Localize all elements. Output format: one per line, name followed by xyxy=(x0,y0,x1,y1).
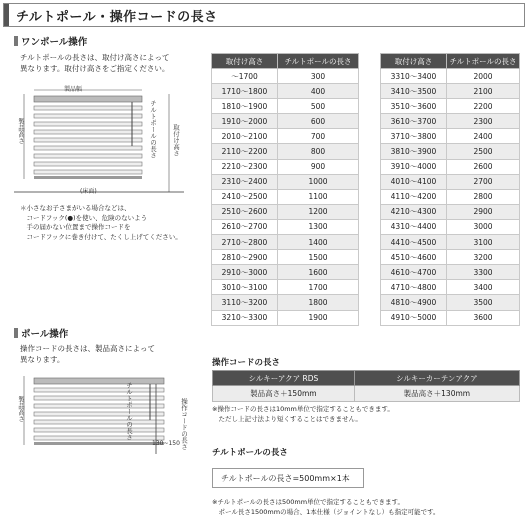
table-row xyxy=(212,174,359,189)
cord-gap-label: 130~150 xyxy=(152,440,180,447)
pole-length-cell: 2200 xyxy=(447,99,520,114)
pole-length-label: チルトポールの長さ xyxy=(149,100,157,159)
table-row xyxy=(381,174,520,189)
pole-length-cell: 3000 xyxy=(447,219,520,234)
tilt-note-line: ※チルトポールの長さは500mm単位で指定することもできます。 xyxy=(212,498,405,506)
table-row xyxy=(212,84,359,99)
section-mark xyxy=(14,328,18,338)
section-mark xyxy=(14,36,18,46)
mount-height-cell: 4710～4800 xyxy=(381,280,447,295)
pole-length-cell: 1100 xyxy=(278,189,359,204)
pole-length-cell: 3600 xyxy=(447,310,520,325)
product-width-label: 製品幅 xyxy=(64,86,83,93)
mount-height-cell: 4210～4300 xyxy=(381,204,447,219)
mount-height-cell: 3410～3500 xyxy=(381,84,447,99)
wand-note-line: 手の届かない位置まで操作コードを xyxy=(20,223,131,231)
pole-length-cell: 2100 xyxy=(447,84,520,99)
pole-length-cell: 2500 xyxy=(447,144,520,159)
mount-height-cell: 2910～3000 xyxy=(212,265,278,280)
pole-length-cell: 600 xyxy=(278,114,359,129)
mount-height-cell: 4510～4600 xyxy=(381,250,447,265)
pole-length-cell: 500 xyxy=(278,99,359,114)
table-row xyxy=(212,219,359,234)
table-header-pole-length: チルトポールの長さ xyxy=(447,54,520,69)
mount-height-cell: 4910～5000 xyxy=(381,310,447,325)
tilt-pole-title xyxy=(212,446,288,458)
page-header xyxy=(3,3,525,27)
tilt-pole-formula: チルトポールの長さ=500mm×1本 xyxy=(212,468,364,488)
table-row xyxy=(381,99,520,114)
section-title-pole-text: ポール操作 xyxy=(21,329,69,340)
table-row xyxy=(381,310,520,325)
cord-value-curtain: 製品高さ＋130mm xyxy=(354,386,519,402)
pole-product-height-label: 製品高さ xyxy=(17,396,25,422)
wand-note xyxy=(20,204,182,242)
mount-height-cell: 3010～3100 xyxy=(212,280,278,295)
section-title-wand-text: ワンポール操作 xyxy=(21,37,88,48)
wand-description xyxy=(20,52,169,74)
pole-length-cell: 800 xyxy=(278,144,359,159)
mount-height-cell: 2310～2400 xyxy=(212,174,278,189)
mount-height-cell: 4810～4900 xyxy=(381,295,447,310)
mount-height-cell: 2210～2300 xyxy=(212,159,278,174)
mount-height-cell: 4610～4700 xyxy=(381,265,447,280)
pole-length-cell: 300 xyxy=(278,69,359,84)
wand-desc-line: 異なります。取付け高さをご指定ください。 xyxy=(20,64,170,73)
header-accent-bar xyxy=(4,4,9,26)
cord-length-label: 操作コードの長さ xyxy=(180,398,188,450)
cord-note-line: ただし上記寸法より短くすることはできません。 xyxy=(212,414,362,423)
pole-length-cell: 900 xyxy=(278,159,359,174)
table-row xyxy=(212,99,359,114)
table-row xyxy=(212,265,359,280)
pole-length-cell: 700 xyxy=(278,129,359,144)
pole-length-cell: 1900 xyxy=(278,310,359,325)
mount-height-cell: 3110～3200 xyxy=(212,295,278,310)
mount-height-cell: 3810～3900 xyxy=(381,144,447,159)
table-row xyxy=(212,280,359,295)
cord-note xyxy=(212,405,394,424)
wand-note-line: コードフック(●)を使い、危険のないよう xyxy=(20,213,148,222)
pole-length-cell: 1500 xyxy=(278,250,359,265)
floor-label: (床面) xyxy=(80,188,97,195)
table-row xyxy=(381,189,520,204)
section-title-wand xyxy=(14,34,87,48)
pole-length-cell: 1200 xyxy=(278,204,359,219)
wand-note-line: コードフックに巻き付けて、たくし上げてください。 xyxy=(20,232,182,241)
tilt-pole-title-text: チルトポールの長さ xyxy=(212,448,288,458)
mount-height-cell: ～1700 xyxy=(212,69,278,84)
mount-height-cell: 2010～2100 xyxy=(212,129,278,144)
table-header-pole-length: チルトポールの長さ xyxy=(278,54,359,69)
mount-height-label: 取付け高さ xyxy=(172,124,180,157)
table-row xyxy=(381,295,520,310)
table-row xyxy=(212,189,359,204)
pole-length-table-2 xyxy=(380,53,520,326)
table-row xyxy=(381,129,520,144)
mount-height-cell: 2710～2800 xyxy=(212,235,278,250)
pole-description xyxy=(20,343,155,365)
wand-blind-diagram xyxy=(14,84,194,204)
mount-height-cell: 3310～3400 xyxy=(381,69,447,84)
mount-height-cell: 4110～4200 xyxy=(381,189,447,204)
table-row xyxy=(381,159,520,174)
pole-length-cell: 2400 xyxy=(447,129,520,144)
mount-height-cell: 3710～3800 xyxy=(381,129,447,144)
pole-length-cell: 3200 xyxy=(447,250,520,265)
pole-length-cell: 3100 xyxy=(447,235,520,250)
page-title: チルトポール・操作コードの長さ xyxy=(16,9,218,25)
table-row xyxy=(381,84,520,99)
cord-value-rds: 製品高さ＋150mm xyxy=(213,386,355,402)
mount-height-cell: 3210～3300 xyxy=(212,310,278,325)
mount-height-cell: 4410～4500 xyxy=(381,235,447,250)
mount-height-cell: 3910～4000 xyxy=(381,159,447,174)
mount-height-cell: 3610～3700 xyxy=(381,114,447,129)
pole-desc-line: 異なります。 xyxy=(20,355,65,364)
table-row xyxy=(381,250,520,265)
pole-length-cell: 1300 xyxy=(278,219,359,234)
pole-length-cell: 2300 xyxy=(447,114,520,129)
mount-height-cell: 2510～2600 xyxy=(212,204,278,219)
wand-desc-line: チルトポールの長さは、取付け高さによって xyxy=(20,53,170,62)
table-row xyxy=(212,144,359,159)
pole-length-cell: 1800 xyxy=(278,295,359,310)
table-row xyxy=(212,159,359,174)
table-row xyxy=(381,265,520,280)
mount-height-cell: 3510～3600 xyxy=(381,99,447,114)
pole-tilt-length-label: チルトポールの長さ xyxy=(125,382,133,441)
cord-note-line: ※操作コードの長さは10mm単位で指定することもできます。 xyxy=(212,405,394,413)
mount-height-cell: 1710～1800 xyxy=(212,84,278,99)
mount-height-cell: 2610～2700 xyxy=(212,219,278,234)
table-row xyxy=(212,114,359,129)
mount-height-cell: 2410～2500 xyxy=(212,189,278,204)
table-row xyxy=(212,310,359,325)
pole-length-cell: 2900 xyxy=(447,204,520,219)
cord-header-curtain: シルキーカーテンアクア xyxy=(354,371,519,386)
pole-length-cell: 3400 xyxy=(447,280,520,295)
pole-length-cell: 3300 xyxy=(447,265,520,280)
cord-length-title-text: 操作コードの長さ xyxy=(212,358,281,368)
mount-height-cell: 1810～1900 xyxy=(212,99,278,114)
table-row xyxy=(381,219,520,234)
tilt-pole-note xyxy=(212,498,440,517)
table-row xyxy=(381,235,520,250)
table-row xyxy=(212,69,359,84)
mount-height-cell: 2810～2900 xyxy=(212,250,278,265)
pole-length-cell: 2000 xyxy=(447,69,520,84)
wand-note-line: ＊小さなお子さまがいる場合などは、 xyxy=(20,204,131,212)
table-row xyxy=(212,250,359,265)
mount-height-cell: 2110～2200 xyxy=(212,144,278,159)
pole-desc-line: 操作コードの長さは、製品高さによって xyxy=(20,344,155,353)
table-row xyxy=(212,204,359,219)
mount-height-cell: 4010～4100 xyxy=(381,174,447,189)
table-header-mount-height: 取付け高さ xyxy=(212,54,278,69)
table-row xyxy=(381,69,520,84)
table-row xyxy=(212,235,359,250)
pole-length-table-1 xyxy=(211,53,359,326)
pole-length-cell: 1700 xyxy=(278,280,359,295)
table-row xyxy=(381,280,520,295)
table-row xyxy=(381,114,520,129)
cord-length-table xyxy=(212,370,520,402)
cord-length-title xyxy=(212,356,280,368)
table-row xyxy=(381,204,520,219)
pole-length-cell: 1600 xyxy=(278,265,359,280)
pole-length-cell: 2600 xyxy=(447,159,520,174)
pole-length-cell: 3500 xyxy=(447,295,520,310)
table-row xyxy=(212,129,359,144)
mount-height-cell: 1910～2000 xyxy=(212,114,278,129)
pole-length-cell: 2800 xyxy=(447,189,520,204)
table-row xyxy=(212,295,359,310)
pole-length-cell: 2700 xyxy=(447,174,520,189)
section-title-pole xyxy=(14,326,68,340)
pole-length-cell: 400 xyxy=(278,84,359,99)
table-row xyxy=(381,144,520,159)
product-height-label: 製品高さ xyxy=(17,118,25,144)
table-header-mount-height: 取付け高さ xyxy=(381,54,447,69)
cord-header-rds: シルキーアクア RDS xyxy=(213,371,355,386)
mount-height-cell: 4310～4400 xyxy=(381,219,447,234)
tilt-note-line: ポール長さ1500mmの場合、1本仕様（ジョイントなし）も指定可能です。 xyxy=(212,507,440,516)
pole-length-cell: 1400 xyxy=(278,235,359,250)
pole-length-cell: 1000 xyxy=(278,174,359,189)
